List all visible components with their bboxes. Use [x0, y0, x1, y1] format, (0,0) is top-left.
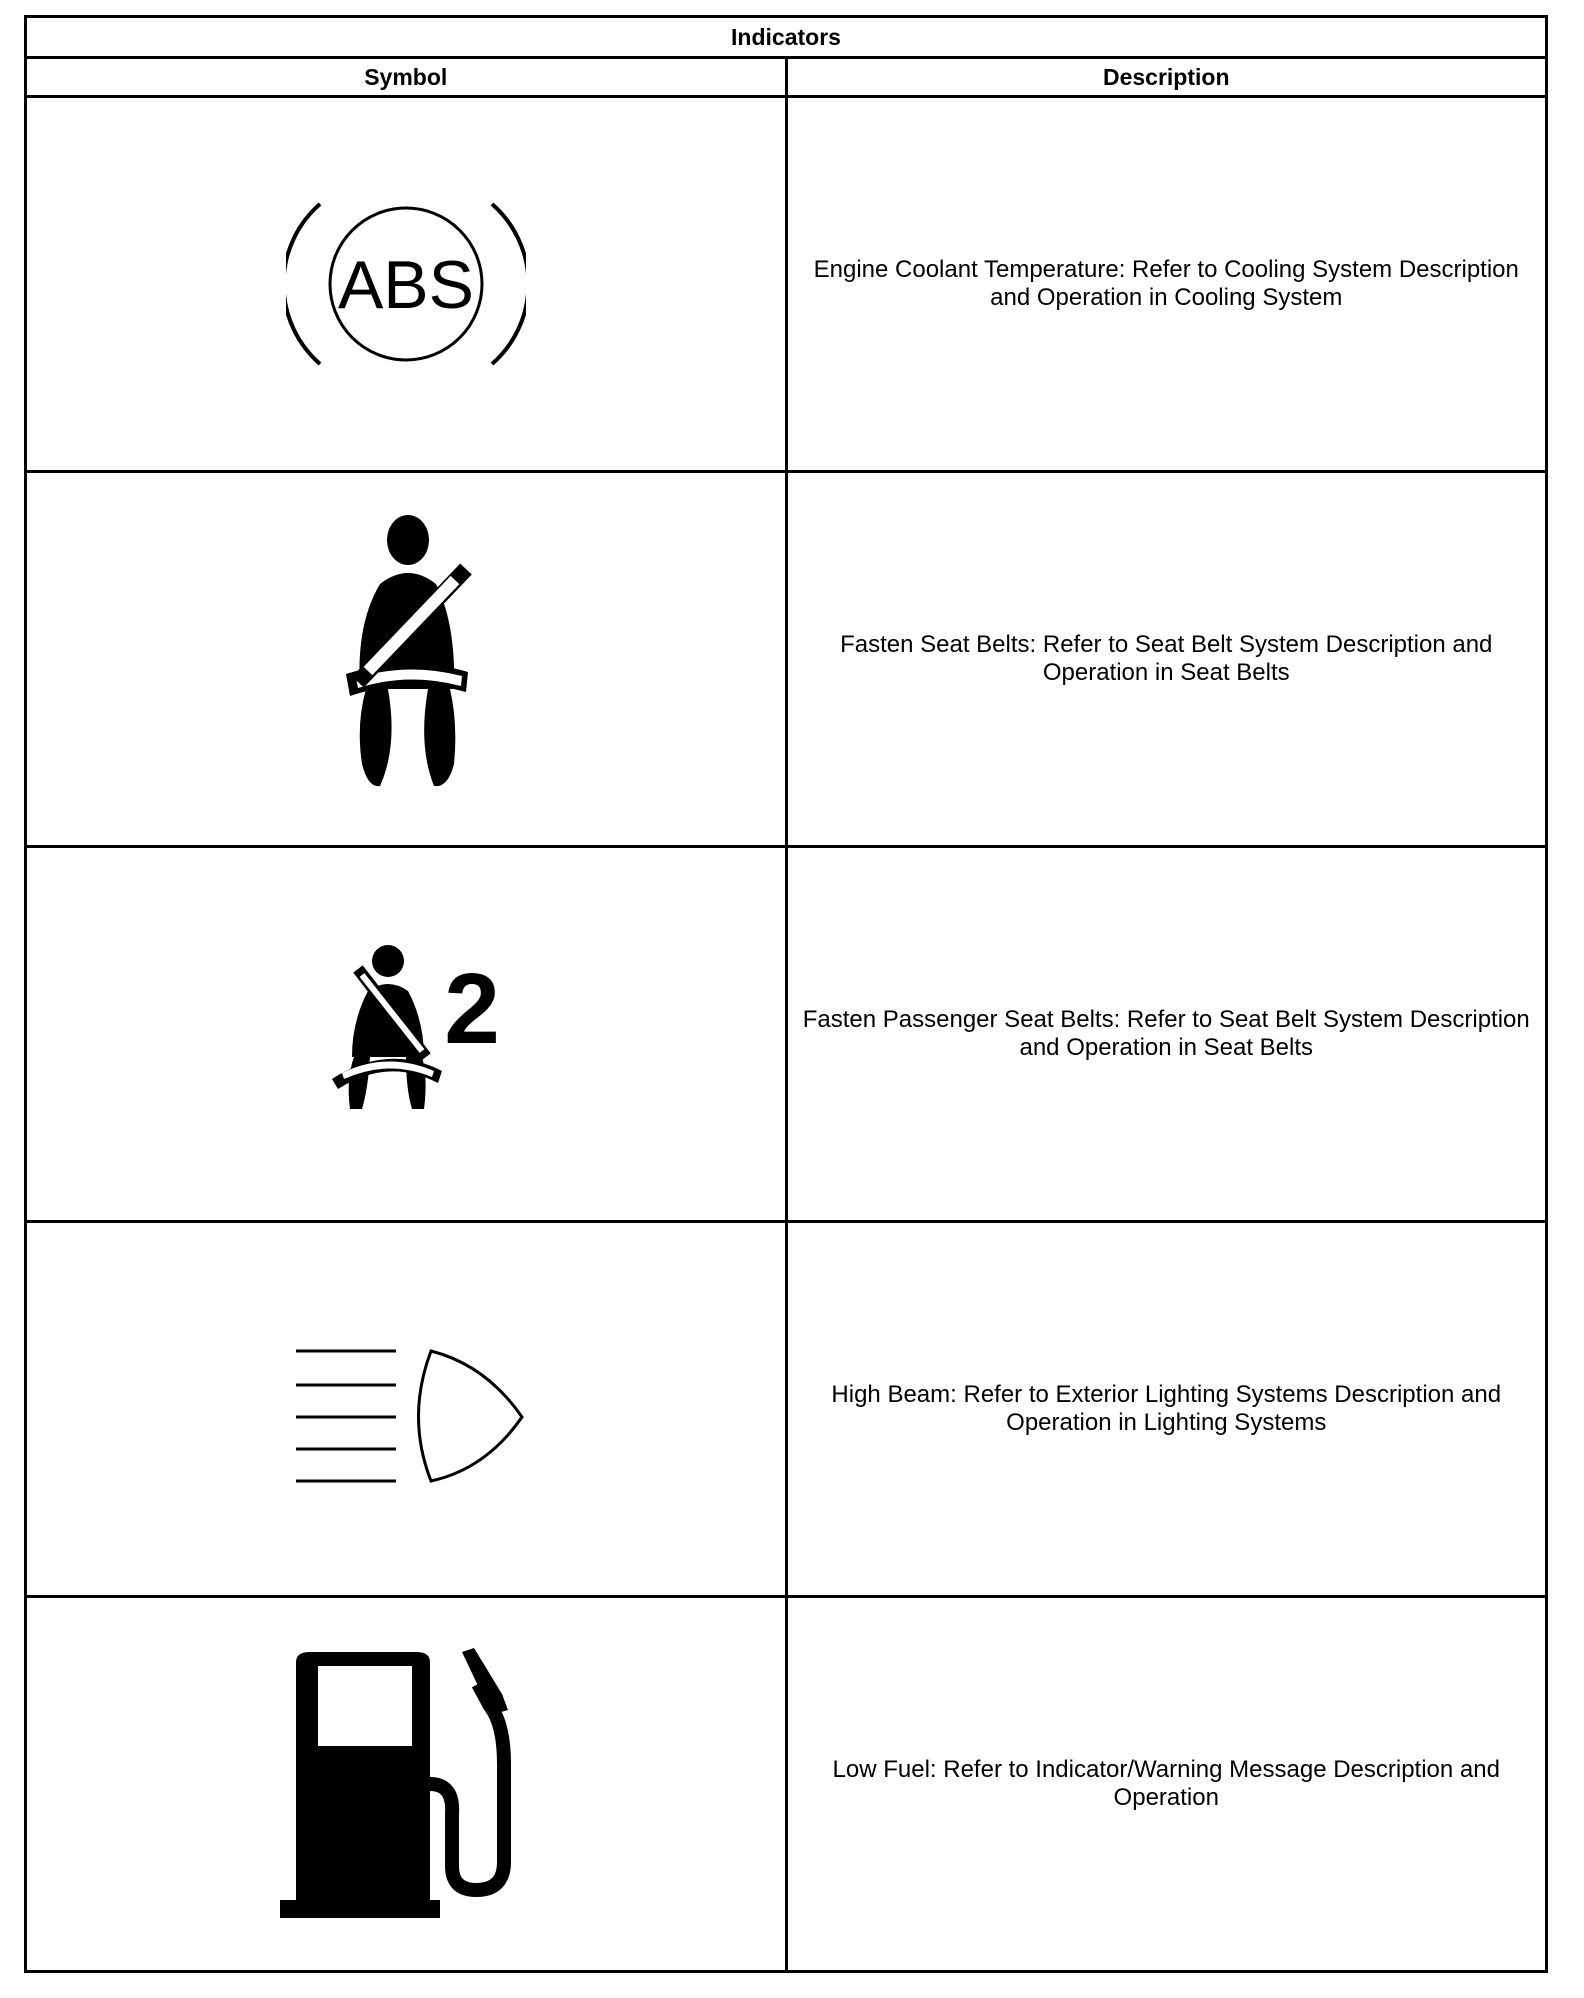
passenger-seat-belt-icon [296, 939, 516, 1129]
abs-icon [286, 184, 526, 384]
description-cell: Fasten Seat Belts: Refer to Seat Belt System Description and Operation in Seat Belts [786, 472, 1547, 847]
symbol-cell [26, 847, 787, 1222]
fuel-pump-icon [276, 1644, 536, 1924]
abs-icon-label: ABS [337, 247, 474, 323]
symbol-cell [26, 1222, 787, 1597]
description-cell: Fasten Passenger Seat Belts: Refer to Seat Belt System Description and Operation in Seat Belts [786, 847, 1547, 1222]
description-cell: Low Fuel: Refer to Indicator/Warning Message Description and Operation [786, 1597, 1547, 1972]
description-column-header: Description [786, 58, 1547, 97]
symbol-cell [26, 472, 787, 847]
indicators-table [24, 15, 1548, 1973]
table-row [26, 472, 1547, 847]
description-cell: High Beam: Refer to Exterior Lighting Systems Description and Operation in Lighting Systems [786, 1222, 1547, 1597]
high-beam-icon [286, 1329, 526, 1489]
description-cell: Engine Coolant Temperature: Refer to Cooling System Description and Operation in Cooling System [786, 97, 1547, 472]
table-title: Indicators [26, 17, 1547, 58]
passenger-seat-belt-number: 2 [443, 953, 500, 1065]
table-row [26, 1222, 1547, 1597]
symbol-column-header: Symbol [26, 58, 787, 97]
symbol-cell [26, 1597, 787, 1972]
table-row [26, 847, 1547, 1222]
symbol-cell [26, 97, 787, 472]
table-row [26, 97, 1547, 472]
seat-belt-icon [316, 514, 496, 804]
table-row [26, 1597, 1547, 1972]
